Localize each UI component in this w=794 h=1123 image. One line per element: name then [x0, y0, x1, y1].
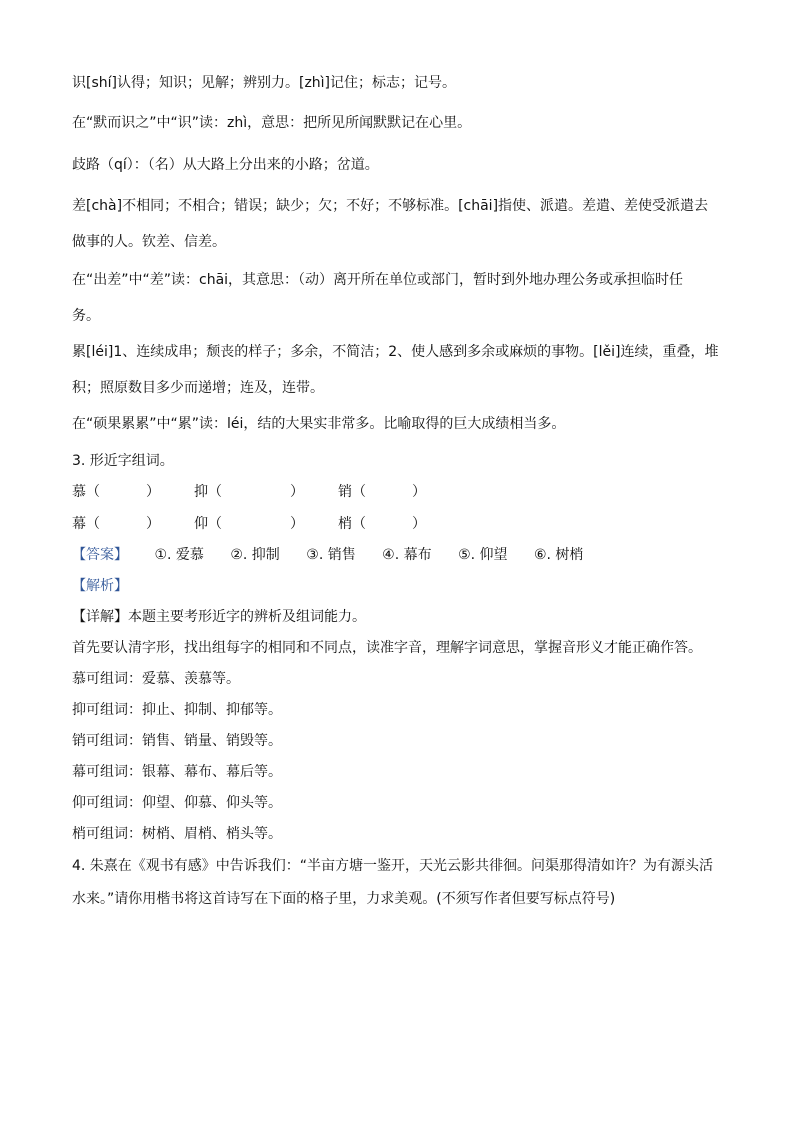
answer-item: ②. 抑制	[230, 547, 280, 563]
word-char: 梢（	[338, 516, 366, 532]
analysis-label: 【解析】	[72, 578, 128, 594]
answer-item: ⑥. 树梢	[533, 547, 584, 563]
word-char: 慕（	[72, 484, 100, 500]
question-3-title: 3. 形近字组词。	[72, 453, 174, 469]
word-char: 抑（	[194, 484, 222, 500]
definition-moer: 在“默而识之”中“识”读：zhì，意思：把所见所闻默默记在心里。	[72, 115, 472, 131]
question-4-line-2: 水来。”请你用楷书将这首诗写在下面的格子里，力求美观。(不须写作者但要写标点符号)	[72, 891, 616, 907]
word-close: ）	[146, 516, 160, 532]
word-close: ）	[412, 516, 426, 532]
word-close: ）	[146, 484, 160, 500]
definition-qilu: 歧路（qí）：（名）从大路上分出来的小路；岔道。	[72, 157, 379, 173]
question-3-row-2	[72, 514, 426, 534]
answer-item: ④. 幕布	[382, 547, 432, 563]
definition-shi: 识[shí]认得；知识；见解；辨别力。[zhì]记住；标志；记号。	[72, 75, 457, 91]
question-3-row-1	[72, 482, 426, 502]
word-char: 幕（	[72, 516, 100, 532]
analysis-method: 首先要认清字形，找出组每字的相同和不同点，读准字音，理解字词意思，掌握音形义才能正确作答。	[72, 640, 702, 656]
answer-item: ③. 销售	[306, 547, 356, 563]
word-group: 抑可组词：抑止、抑制、抑郁等。	[72, 702, 282, 718]
definition-shuoguo: 在“硕果累累”中“累”读：léi，结的大果实非常多。比喻取得的巨大成绩相当多。	[72, 416, 566, 432]
word-group: 慕可组词：爱慕、羡慕等。	[72, 671, 240, 687]
word-close: ）	[412, 484, 426, 500]
answer-item: ①. 爱慕	[154, 547, 204, 563]
word-group: 仰可组词：仰望、仰慕、仰头等。	[72, 795, 282, 811]
analysis-detail: 【详解】本题主要考形近字的辨析及组词能力。	[72, 609, 366, 625]
definition-cha-line-2: 做事的人。钦差、信差。	[72, 234, 226, 250]
answer-line	[72, 545, 583, 565]
definition-lei-line-1: 累[léi]1、连续成串；颓丧的样子；多余，不简洁；2、使人感到多余或麻烦的事物。[lěi]连续，重叠，堆	[72, 344, 719, 360]
word-group: 销可组词：销售、销量、销毁等。	[72, 733, 282, 749]
word-close: ）	[290, 484, 304, 500]
word-group: 梢可组词：树梢、眉梢、梢头等。	[72, 826, 282, 842]
definition-chuchai-line-2: 务。	[72, 308, 100, 324]
word-close: ）	[290, 516, 304, 532]
definition-lei-line-2: 积；照原数目多少而递增；连及，连带。	[72, 380, 324, 396]
question-4-line-1: 4. 朱熹在《观书有感》中告诉我们：“半亩方塘一鉴开，天光云影共徘徊。问渠那得清如许？为有源头活	[72, 858, 714, 874]
answer-item: ⑤. 仰望	[458, 547, 508, 563]
word-group: 幕可组词：银幕、幕布、幕后等。	[72, 764, 282, 780]
word-char: 销（	[338, 484, 366, 500]
word-char: 仰（	[194, 516, 222, 532]
definition-chuchai-line-1: 在“出差”中“差”读：chāi，其意思：（动）离开所在单位或部门，暂时到外地办理公务或承担临时任	[72, 272, 684, 288]
answer-label: 【答案】	[72, 547, 128, 563]
definition-cha-line-1: 差[chà]不相同；不相合；错误；缺少；欠；不好；不够标准。[chāi]指使、派遣。差遣、差使受派遣去	[72, 198, 709, 214]
